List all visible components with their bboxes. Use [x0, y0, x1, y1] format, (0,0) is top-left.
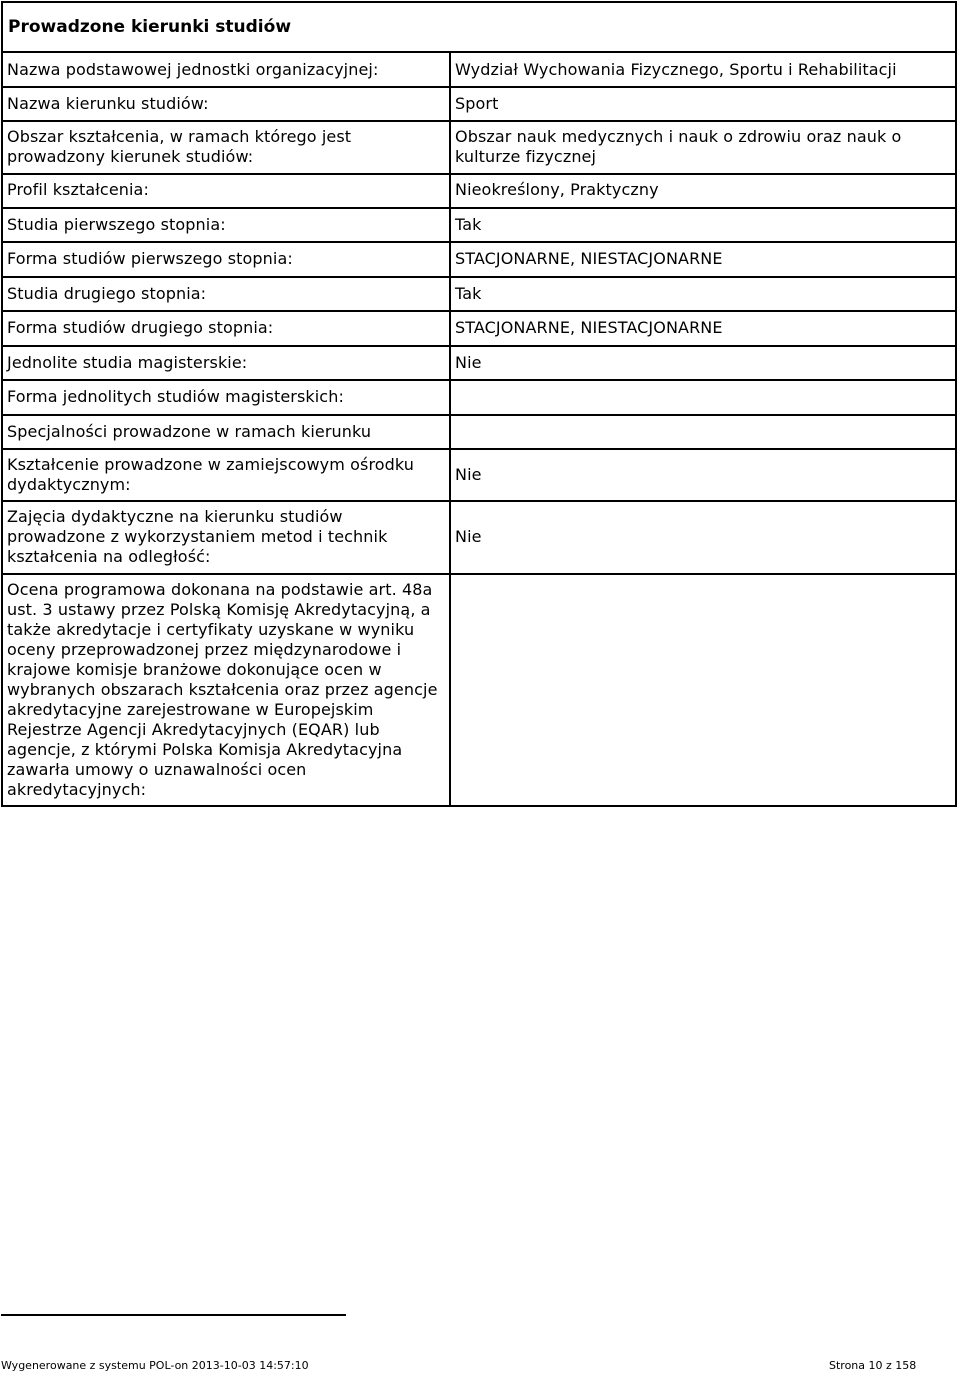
row-value-long-cycle: Nie [455, 353, 482, 372]
row-value-second-cycle-form: STACJONARNE, NIESTACJONARNE [455, 318, 723, 337]
row-divider [1, 120, 957, 122]
row-label-second-cycle-form: Forma studiów drugiego stopnia: [7, 318, 274, 337]
row-value-first-cycle: Tak [455, 215, 482, 234]
row-label-long-cycle-form: Forma jednolitych studiów magisterskich: [7, 387, 344, 406]
row-label-long-cycle: Jednolite studia magisterskie: [7, 353, 248, 372]
row-label-specialties: Specjalności prowadzone w ramach kierunku [7, 422, 372, 441]
row-divider [1, 276, 957, 278]
row-divider [1, 379, 957, 381]
row-divider [1, 310, 957, 312]
column-divider [449, 51, 451, 807]
row-label-education-area: Obszar kształcenia, w ramach którego jest prowadzony kierunek studiów: [7, 127, 352, 166]
row-value-education-area: Obszar nauk medycznych i nauk o zdrowiu oraz nauk o kulturze fizycznej [455, 127, 902, 166]
row-label-distance-learning: Zajęcia dydaktyczne na kierunku studiów prowadzone z wykorzystaniem metod i technik kształcenia na odległość: [7, 507, 388, 566]
row-value-first-cycle-form: STACJONARNE, NIESTACJONARNE [455, 249, 723, 268]
row-divider [1, 241, 957, 243]
row-value-course-name: Sport [455, 94, 499, 113]
row-value-profile: Nieokreślony, Praktyczny [455, 180, 659, 199]
row-label-accreditation: Ocena programowa dokonana na podstawie art. 48a ust. 3 ustawy przez Polską Komisję Akredytacyjną, a także akredytacje i certyfikaty uzyskane w wyniku oceny przeprowadzonej przez międzynarodowe i krajowe komisje branżowe dokonujące ocen w wybranych obszarach kształcenia oraz przez agencje akredytacyjne zarejestrowane w Europejskim Rejestrze Agencji Akredytacyjnych (EQAR) lub agencje, z którymi Polska Komisja Akredytacyjna zawarła umowy o uznawalności ocen akredytacyjnych: [7, 580, 438, 799]
section-title: Prowadzone kierunki studiów [8, 17, 292, 37]
row-label-first-cycle-form: Forma studiów pierwszego stopnia: [7, 249, 293, 268]
footnote-rule [1, 1314, 346, 1316]
row-label-unit: Nazwa podstawowej jednostki organizacyjnej: [7, 60, 379, 79]
row-divider [1, 86, 957, 88]
row-label-profile: Profil kształcenia: [7, 180, 149, 199]
row-value-second-cycle: Tak [455, 284, 482, 303]
row-divider [1, 173, 957, 175]
row-label-course-name: Nazwa kierunku studiów: [7, 94, 209, 113]
footer-page-number: Strona 10 z 158 [829, 1359, 917, 1372]
row-value-unit: Wydział Wychowania Fizycznego, Sportu i Rehabilitacji [455, 60, 897, 79]
row-label-branch-campus: Kształcenie prowadzone w zamiejscowym ośrodku dydaktycznym: [7, 455, 415, 494]
row-label-first-cycle: Studia pierwszego stopnia: [7, 215, 226, 234]
row-value-branch-campus: Nie [455, 465, 482, 484]
row-divider [1, 448, 957, 450]
row-divider [1, 51, 957, 53]
row-label-second-cycle: Studia drugiego stopnia: [7, 284, 207, 303]
row-divider [1, 345, 957, 347]
row-divider [1, 207, 957, 209]
row-divider [1, 573, 957, 575]
row-value-distance-learning: Nie [455, 527, 482, 546]
row-divider [1, 414, 957, 416]
row-divider [1, 500, 957, 502]
footer-generated: Wygenerowane z systemu POL-on 2013-10-03 14:57:10 [1, 1359, 309, 1372]
